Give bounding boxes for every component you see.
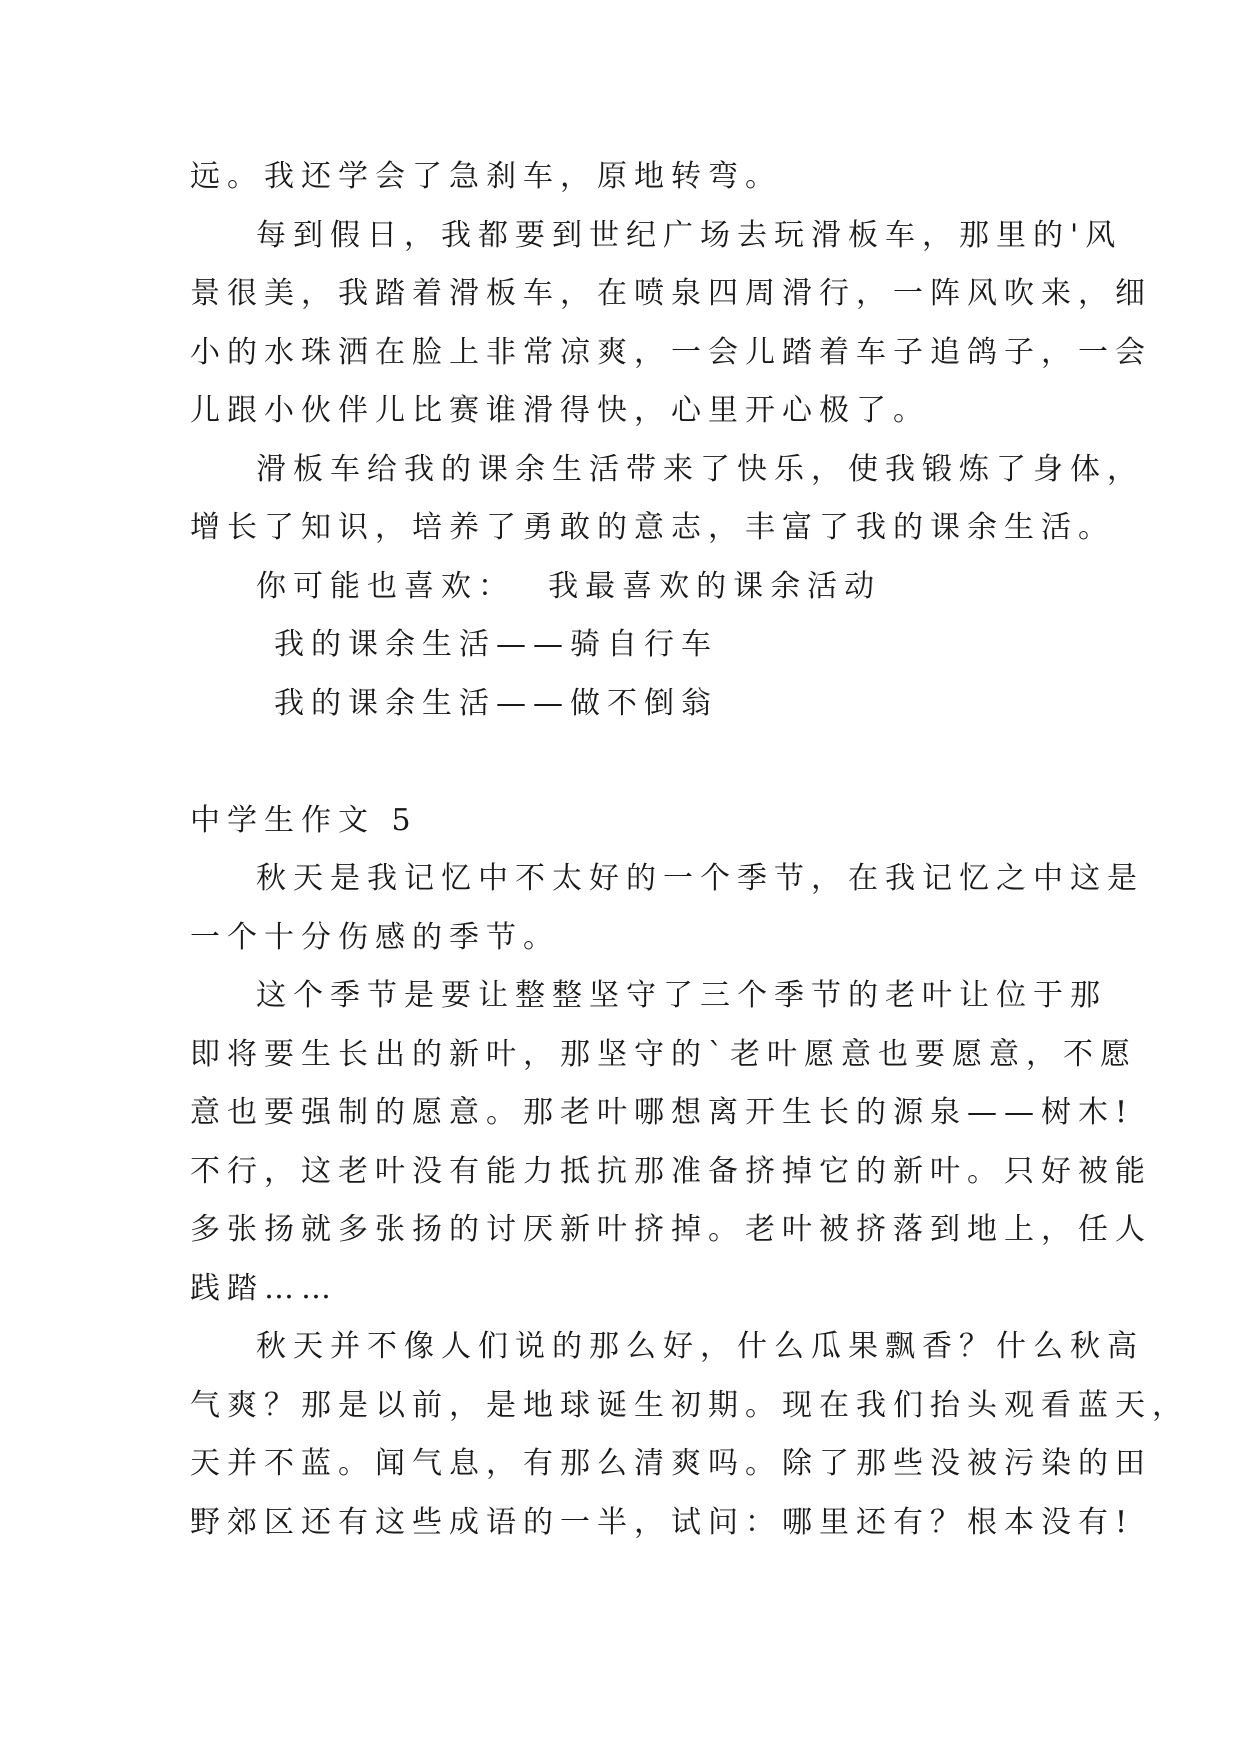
- essay-text-line: 践踏……: [190, 1270, 338, 1306]
- essay-text-line: 每到假日，我都要到世纪广场去玩滑板车，那里的'风: [256, 217, 1123, 253]
- essay-text-line: 秋天并不像人们说的那么好，什么瓜果飘香？什么秋高: [256, 1329, 1144, 1364]
- essay-text-line: 滑板车给我的课余生活带来了快乐，使我锻炼了身体，: [256, 451, 1144, 487]
- essay-text-line: 气爽？那是以前，是地球诞生初期。现在我们抬头观看蓝天，: [190, 1387, 1189, 1423]
- recommendation-link[interactable]: 我的课余生活——骑自行车: [274, 627, 718, 662]
- essay-text-line: 远。我还学会了急刹车，原地转弯。: [190, 159, 782, 194]
- essay-text-line: 天并不蓝。闻气息，有那么清爽吗。除了那些没被污染的田: [190, 1446, 1152, 1481]
- essay-text-line: 这个季节是要让整整坚守了三个季节的老叶让位于那: [256, 978, 1107, 1013]
- essay-text-line: 多张扬就多张扬的讨厌新叶挤掉。老叶被挤落到地上，任人: [190, 1212, 1152, 1247]
- essay-text-line: 增长了知识，培养了勇敢的意志，丰富了我的课余生活。: [190, 510, 1115, 545]
- essay-text-line: 即将要生长出的新叶，那坚守的`老叶愿意也要愿意，不愿: [190, 1036, 1137, 1072]
- essay-text-line: 小的水珠洒在脸上非常凉爽，一会儿踏着车子追鸽子，一会: [190, 334, 1152, 370]
- section-gap: [190, 733, 1070, 792]
- essay-text-line: 野郊区还有这些成语的一半，试问：哪里还有？根本没有!: [190, 1504, 1135, 1540]
- essay-text-line: 意也要强制的愿意。那老叶哪想离开生长的源泉——树木!: [190, 1095, 1135, 1130]
- essay-text-line: 秋天是我记忆中不太好的一个季节，在我记忆之中这是: [256, 861, 1144, 896]
- essay-text-line: 一个十分伤感的季节。: [190, 919, 560, 955]
- document-page: [190, 148, 1189, 1552]
- essay-text-line: 景很美，我踏着滑板车，在喷泉四周滑行，一阵风吹来，细: [190, 276, 1152, 311]
- essay-heading: 中学生作文 5: [190, 802, 418, 838]
- essay-text-line: 不行，这老叶没有能力抵抗那准备挤掉它的新叶。只好被能: [190, 1153, 1152, 1189]
- recommendation-intro[interactable]: 你可能也喜欢： 我最喜欢的课余活动: [256, 568, 882, 604]
- essay-text-line: 儿跟小伙伴儿比赛谁滑得快，心里开心极了。: [190, 393, 930, 428]
- recommendation-link[interactable]: 我的课余生活——做不倒翁: [274, 685, 718, 721]
